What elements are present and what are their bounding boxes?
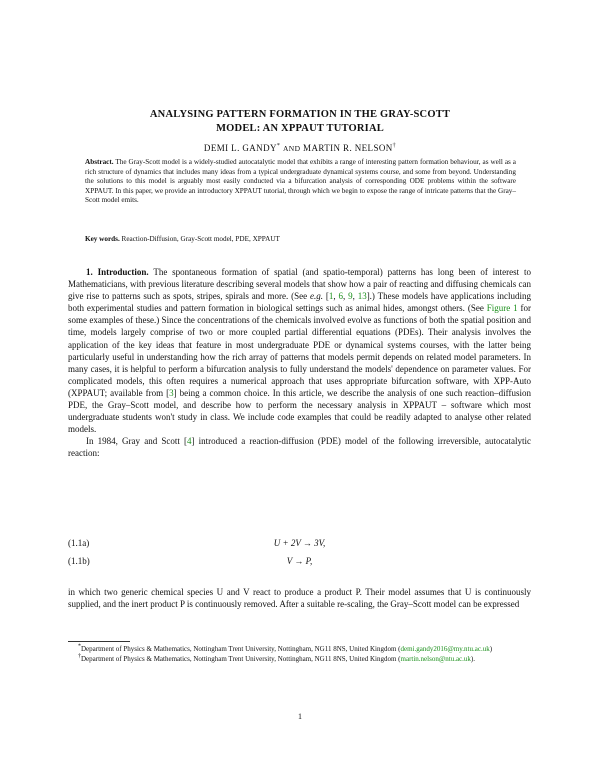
citation-link-6[interactable]: 6 [338,291,343,302]
para2-part-a: In 1984, Gray and Scott [ [86,436,187,447]
email-link-1[interactable]: demi.gandy2016@my.ntu.ac.uk [400,645,490,653]
page-number: 1 [298,712,302,721]
email-link-2[interactable]: martin.nelson@ntu.ac.uk [400,655,471,664]
para1-part-c: for some examples of these.) Since the concentrations of the chemicals involved evolve as functions of both the spatial position and time, models largely comprise of two or more coupled partial differential equations (PDEs). Their analysis involves the application of the key ideas that feature in most undergraduate PDE or dynamical systems courses, with the latter being particularly useful in understanding how the rich array of patterns that models permit depends on related model parameters. In many cases, it is helpful to perform a bifurcation analysis to fully understand the models' dependence on parameter values. For complicated models, this often requires a numerical approach that uses appropriate bifurcation software, with XPP-Auto (XPPAUT; available from [ [68,303,531,398]
equation-label-1-1a: (1.1a) [68,538,90,548]
footnotes [68,645,531,666]
equation-body-1-1b: V → P, [286,556,313,566]
footnote-rule [68,641,130,642]
keywords [85,235,516,243]
author-1-mark: * [276,143,281,149]
title-line-2: MODEL: AN XPPAUT TUTORIAL [216,123,384,134]
citation-link-9[interactable]: 9 [348,291,353,302]
para2-part-b: ] introduced a reaction-diffusion (PDE) model of the following irreversible, autocatalytic reaction: [68,436,532,459]
paragraph-2 [68,435,531,459]
title-line-1: ANALYSING PATTERN FORMATION IN THE GRAY-SCOTT [149,109,451,120]
section-title: 1. Introduction. [86,267,149,277]
citation-link-3[interactable]: 3 [169,387,174,398]
equation-1-1b [68,556,531,574]
citation-link-4[interactable]: 4 [187,436,192,447]
paragraph-3: in which two generic chemical species U and V react to produce a product P. Their model assumes that U is continuously supplied, and the inert product P is continuously removed. After a suitable re-scaling, the Gray–Scott model can be expressed [68,587,531,610]
footnote-1-text: Department of Physics & Mathematics, Nottingham Trent University, Nottingham, NG11 8NS, United Kingdom ( [81,645,401,653]
para1-eg: e.g. [310,291,323,302]
author-and: AND [282,144,301,153]
abstract-text: The Gray-Scott model is a widely-studied autocatalytic model that exhibits a range of interesting pattern formation behaviour, as well as a rich structure of dynamics that includes many ideas from a typical undergraduate dynamical systems course, and some from beyond. Understanding the solutions to this model is arguably most easily conducted via a bifurcation analysis of corresponding ODE problems within the software XPPAUT. In this paper, we provide an introductory XPPAUT tutorial, through which we begin to expose the range of intricate patterns that the Gray–Scott model emits. [85,158,516,205]
citation-link-13[interactable]: 13 [357,291,367,302]
abstract [85,158,516,206]
footnote-2-text: Department of Physics & Mathematics, Nottingham Trent University, Nottingham, NG11 8NS, United Kingdom ( [81,655,401,664]
footnote-2-mark: † [78,654,81,661]
footnote-2-close: ). [470,655,476,664]
equation-label-1-1b: (1.1b) [68,556,90,566]
author-list [60,143,540,153]
introduction-body [68,266,531,460]
para1-part-b: ].) These models have applications including both experimental studies and pattern formation in biological settings such as animal hides, amongst others. (See [68,291,532,314]
paragraph-1: 1. Introduction. The spontaneous formation of spatial (and spatio-temporal) patterns has long been of interest to Mathematicians, with previous literature describing several models that show how a pair of reacting and diffusing chemicals can give rise to patterns such as spots, stripes, spirals and more. (See e.g. [1, 6, 9, 13].) These models have applications including both experimental studies and pattern formation in biological settings such as animal hides, amongst others. (See Figure 1 for some examples of these.) Since the concentrations of the chemicals involved evolve as functions of both the spatial position and time, models largely comprise of two or more coupled partial differential equations (PDEs). Their analysis involves the application of the key ideas that feature in most undergraduate PDE or dynamical systems courses, with the latter being particularly useful in understanding how the rich array of patterns that models permit depends on related model parameters. In many cases, it is helpful to perform a bifurcation analysis to fully understand the models' dependence on parameter values. For complicated models, this often requires a numerical approach that uses appropriate bifurcation software, with XPP-Auto (XPPAUT; available from [3] being a common choice. In this article, we describe the analysis of one such reaction–diffusion PDE, the Gray–Scott model, and describe how to perform the necessary analysis in XPPAUT – software which most undergraduate students won't study in class. We include code examples that could be readily adapted to analyse other related models. [68,267,532,435]
equation-body-1-1a: U + 2V → 3V, [273,538,326,548]
keywords-label: Key words. [85,235,120,243]
footnote-1 [68,645,531,654]
figure-1-link[interactable]: Figure 1 [486,303,518,314]
paper-title [60,108,540,136]
author-1: DEMI L. GANDY [203,143,277,153]
footnote-1-mark: * [78,643,81,650]
abstract-label: Abstract. [85,158,114,166]
equation-1-1a [68,538,531,556]
author-2: MARTIN R. NELSON [303,143,393,153]
equation-block [68,538,531,574]
footnote-1-close: ) [489,645,493,653]
para1-part-a: The spontaneous formation of spatial (and spatio-temporal) patterns has long been of interest to Mathematicians, with previous literature describing several models that show how a pair of reacting and diffusing chemicals can give rise to patterns such as spots, stripes, spirals and more. (See [68,267,531,302]
footnote-2 [68,655,531,664]
citation-link-1[interactable]: 1 [328,291,334,302]
para1-refs-open: [ [323,291,329,302]
author-2-mark: † [392,143,397,149]
keywords-text: Reaction-Diffusion, Gray-Scott model, PDE, XPPAUT [121,235,280,243]
para1-part-d: ] being a common choice. In this article, we describe the analysis of one such reaction–diffusion PDE, the Gray–Scott model, and describe how to perform the necessary analysis in XPPAUT – software which most undergraduate students won't study in class. We include code examples that could be readily adapted to analyse other related models. [68,387,531,435]
